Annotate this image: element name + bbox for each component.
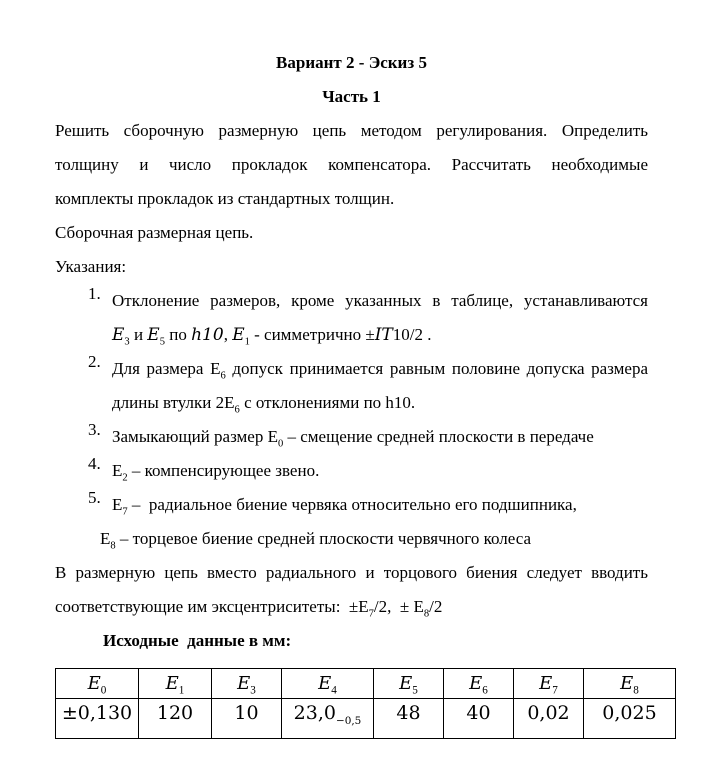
table-value-cell-e1: 120: [139, 699, 212, 739]
closing-line-1: В размерную цепь вместо радиального и торцового биения следует вводить: [55, 563, 648, 582]
intro-paragraph: [55, 114, 648, 216]
document-title: Вариант 2 - Эскиз 5: [276, 53, 427, 72]
item-3-number: 3.: [88, 420, 101, 439]
table-value-cell-e7: 0,02: [514, 699, 584, 739]
table-header-cell-e7: $E_7$: [514, 669, 584, 699]
instruction-item-3: [55, 420, 648, 454]
intro-line-3: комплекты прокладок из стандартных толщин.: [55, 189, 395, 208]
item-1-line-2: $E_3$ и $E_5$ по h10, $E_1$ - симметрично ±IT10/2 .: [112, 325, 432, 348]
table-header-cell-e8: $E_8$: [584, 669, 676, 699]
instructions-list: [55, 284, 648, 556]
instruction-item-4: [55, 454, 648, 488]
item-5-line-2: $Е_8$ – торцевое биение средней плоскости червячного колеса: [100, 529, 531, 552]
table-value-row: [56, 699, 676, 739]
table-value-cell-e3: 10: [212, 699, 282, 739]
instruction-item-5: [55, 488, 648, 522]
table-header-cell-e5: $E_5$: [374, 669, 444, 699]
item-2-line-2: длины втулки $2Е_6$ с отклонениями по h10.: [112, 393, 416, 416]
instructions-label: Указания:: [55, 257, 127, 276]
item-4-line-1: $Е_2$ – компенсирующее звено.: [112, 461, 320, 484]
table-heading: Исходные данные в мм:: [103, 631, 292, 650]
intro-line-1: Решить сборочную размерную цепь методом регулирования. Определить: [55, 121, 648, 140]
table-header-cell-e6: $E_6$: [444, 669, 514, 699]
item-5-number: 5.: [88, 488, 101, 507]
item-1-line-1: Отклонение размеров, кроме указанных в таблице, устанавливаются: [112, 291, 648, 310]
table-value-cell-e6: 40: [444, 699, 514, 739]
table-value-cell-e5: 48: [374, 699, 444, 739]
table-header-cell-e0: $E_0$: [56, 669, 139, 699]
table-header-cell-e3: $E_3$: [212, 669, 282, 699]
item-2-line-1: Для размера $Е_6$ допуск принимается равным половине допуска размера: [112, 359, 649, 382]
item-2-number: 2.: [88, 352, 101, 371]
closing-line-2: соответствующие им эксцентриситеты: $\pm Е_7/2$, ± $Е_8/2$: [55, 597, 443, 620]
table-header-row: [56, 669, 676, 699]
intro-line-2: толщину и число прокладок компенсатора. Рассчитать необходимые: [55, 155, 648, 174]
document-subtitle: Часть 1: [322, 87, 381, 106]
instruction-item-2: [55, 352, 648, 420]
initial-data-table: [55, 668, 676, 739]
table-value-cell-e8: 0,025: [584, 699, 676, 739]
table-value-cell-e0: ±0,130: [56, 699, 139, 739]
table-header-cell-e4: $E_4$: [282, 669, 374, 699]
item-3-line-1: Замыкающий размер $Е_0$ – смещение средней плоскости в передаче: [112, 427, 594, 450]
table-value-cell-e4: $23,0_{-0,5}$: [282, 699, 374, 739]
closing-paragraph: [55, 556, 648, 624]
instruction-item-1: [55, 284, 648, 352]
assembly-chain-line: Сборочная размерная цепь.: [55, 223, 254, 242]
table-header-cell-e1: $E_1$: [139, 669, 212, 699]
item-5-line-1: $Е_7$ – радиальное биение червяка относительно его подшипника,: [112, 495, 577, 518]
item-1-number: 1.: [88, 284, 101, 303]
item-4-number: 4.: [88, 454, 101, 473]
